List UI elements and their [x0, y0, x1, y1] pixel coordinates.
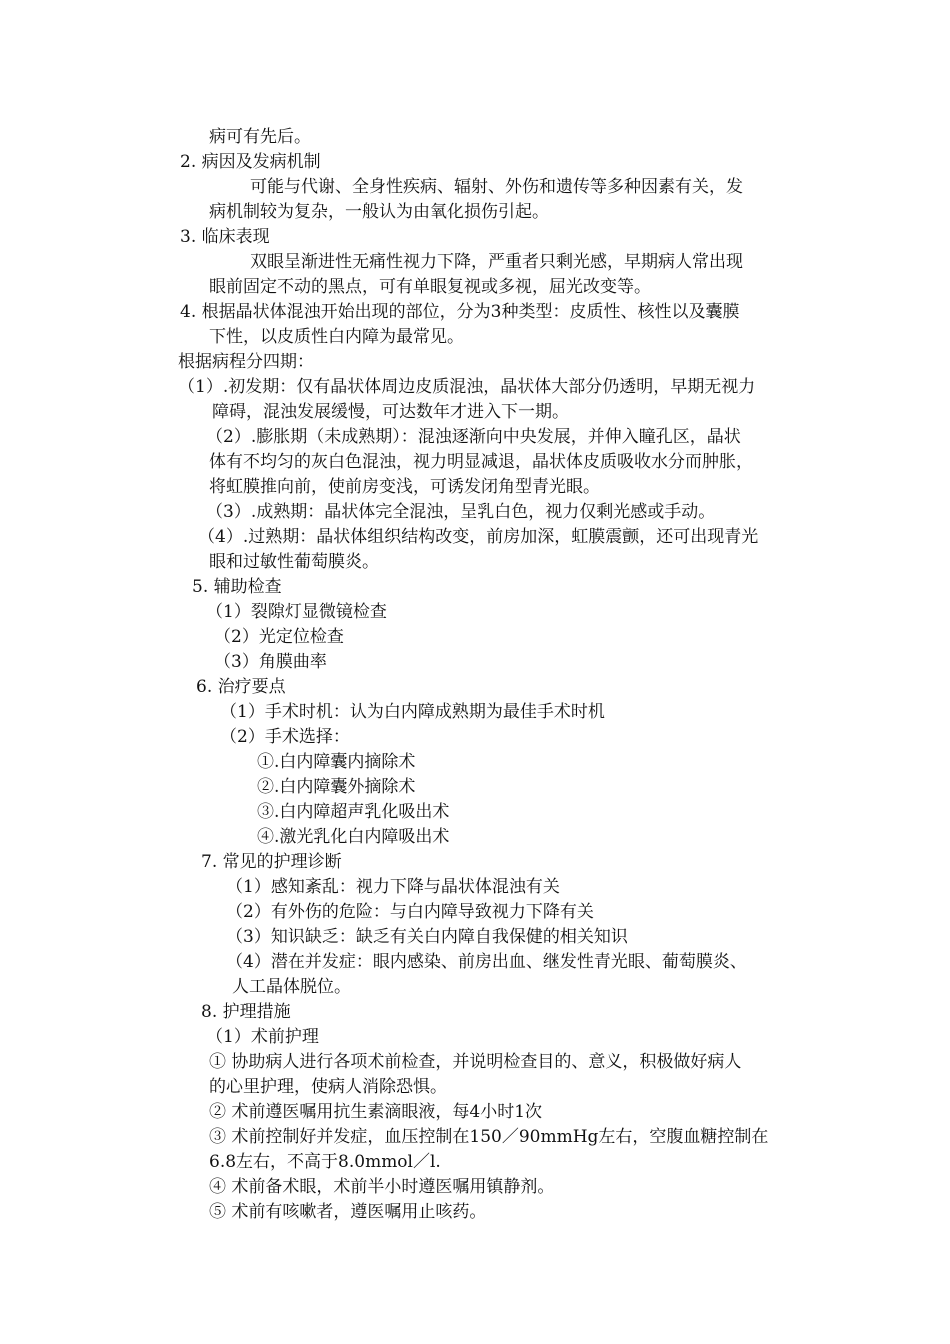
text-line: 双眼呈渐进性无痛性视力下降，严重者只剩光感，早期病人常出现 — [250, 252, 743, 272]
list-item: （2）光定位检查 — [214, 627, 344, 647]
list-item: ③.白内障超声乳化吸出术 — [257, 802, 450, 822]
list-item: ④.激光乳化白内障吸出术 — [257, 827, 450, 847]
section-heading-4: 4. 根据晶状体混浊开始出现的部位，分为3种类型：皮质性、核性以及囊膜 — [180, 302, 740, 322]
list-item: （2）手术选择： — [220, 727, 350, 747]
list-item: （1）.初发期：仅有晶状体周边皮质混浊，晶状体大部分仍透明，早期无视力 — [178, 377, 756, 397]
stages-heading: 根据病程分四期： — [178, 352, 314, 372]
list-item: （3）知识缺乏：缺乏有关白内障自我保健的相关知识 — [226, 927, 628, 947]
list-item: （2）有外伤的危险：与白内障导致视力下降有关 — [226, 902, 594, 922]
section-heading-6: 6. 治疗要点 — [196, 677, 286, 697]
text-line: 的心里护理，使病人消除恐惧。 — [209, 1077, 447, 1097]
section-heading-7: 7. 常见的护理诊断 — [201, 852, 342, 872]
list-item: （3）角膜曲率 — [214, 652, 327, 672]
list-item: （1）手术时机：认为白内障成熟期为最佳手术时机 — [220, 702, 605, 722]
list-item: ⑤ 术前有咳嗽者，遵医嘱用止咳药。 — [209, 1202, 487, 1222]
list-item: （1）术前护理 — [206, 1027, 319, 1047]
list-item: （4）潜在并发症：眼内感染、前房出血、继发性青光眼、葡萄膜炎、 — [226, 952, 747, 972]
list-item: ②.白内障囊外摘除术 — [257, 777, 416, 797]
text-line: 眼前固定不动的黑点，可有单眼复视或多视，屈光改变等。 — [209, 277, 651, 297]
text-line: 眼和过敏性葡萄膜炎。 — [209, 552, 379, 572]
section-heading-5: 5. 辅助检查 — [192, 577, 282, 597]
text-line: 下性，以皮质性白内障为最常见。 — [209, 327, 464, 347]
list-item: （1）裂隙灯显微镜检查 — [206, 602, 387, 622]
list-item: （2）.膨胀期（未成熟期）：混浊逐渐向中央发展，并伸入瞳孔区，晶状 — [206, 427, 741, 447]
list-item: （3）.成熟期：晶状体完全混浊，呈乳白色，视力仅剩光感或手动。 — [206, 502, 716, 522]
text-line: 体有不均匀的灰白色混浊，视力明显减退，晶状体皮质吸收水分而肿胀， — [209, 452, 753, 472]
text-line: 将虹膜推向前，使前房变浅，可诱发闭角型青光眼。 — [209, 477, 600, 497]
section-heading-2: 2. 病因及发病机制 — [180, 152, 321, 172]
text-line: 人工晶体脱位。 — [232, 977, 351, 997]
list-item: ③ 术前控制好并发症，血压控制在150／90mmHg左右，空腹血糖控制在 — [209, 1127, 769, 1147]
list-item: ①.白内障囊内摘除术 — [257, 752, 416, 772]
list-item: ① 协助病人进行各项术前检查，并说明检查目的、意义，积极做好病人 — [209, 1052, 742, 1072]
section-heading-8: 8. 护理措施 — [201, 1002, 291, 1022]
list-item: （1）感知紊乱：视力下降与晶状体混浊有关 — [226, 877, 560, 897]
text-line: 障碍，混浊发展缓慢，可达数年才进入下一期。 — [212, 402, 569, 422]
list-item: ② 术前遵医嘱用抗生素滴眼液，每4小时1次 — [209, 1102, 543, 1122]
text-line: 病可有先后。 — [209, 127, 311, 147]
text-line: 病机制较为复杂，一般认为由氧化损伤引起。 — [209, 202, 549, 222]
text-line: 6.8左右，不高于8.0mmol／l. — [209, 1152, 441, 1172]
list-item: （4）.过熟期：晶状体组织结构改变，前房加深，虹膜震颤，还可出现青光 — [198, 527, 759, 547]
list-item: ④ 术前备术眼，术前半小时遵医嘱用镇静剂。 — [209, 1177, 555, 1197]
section-heading-3: 3. 临床表现 — [180, 227, 270, 247]
text-line: 可能与代谢、全身性疾病、辐射、外伤和遗传等多种因素有关，发 — [250, 177, 743, 197]
